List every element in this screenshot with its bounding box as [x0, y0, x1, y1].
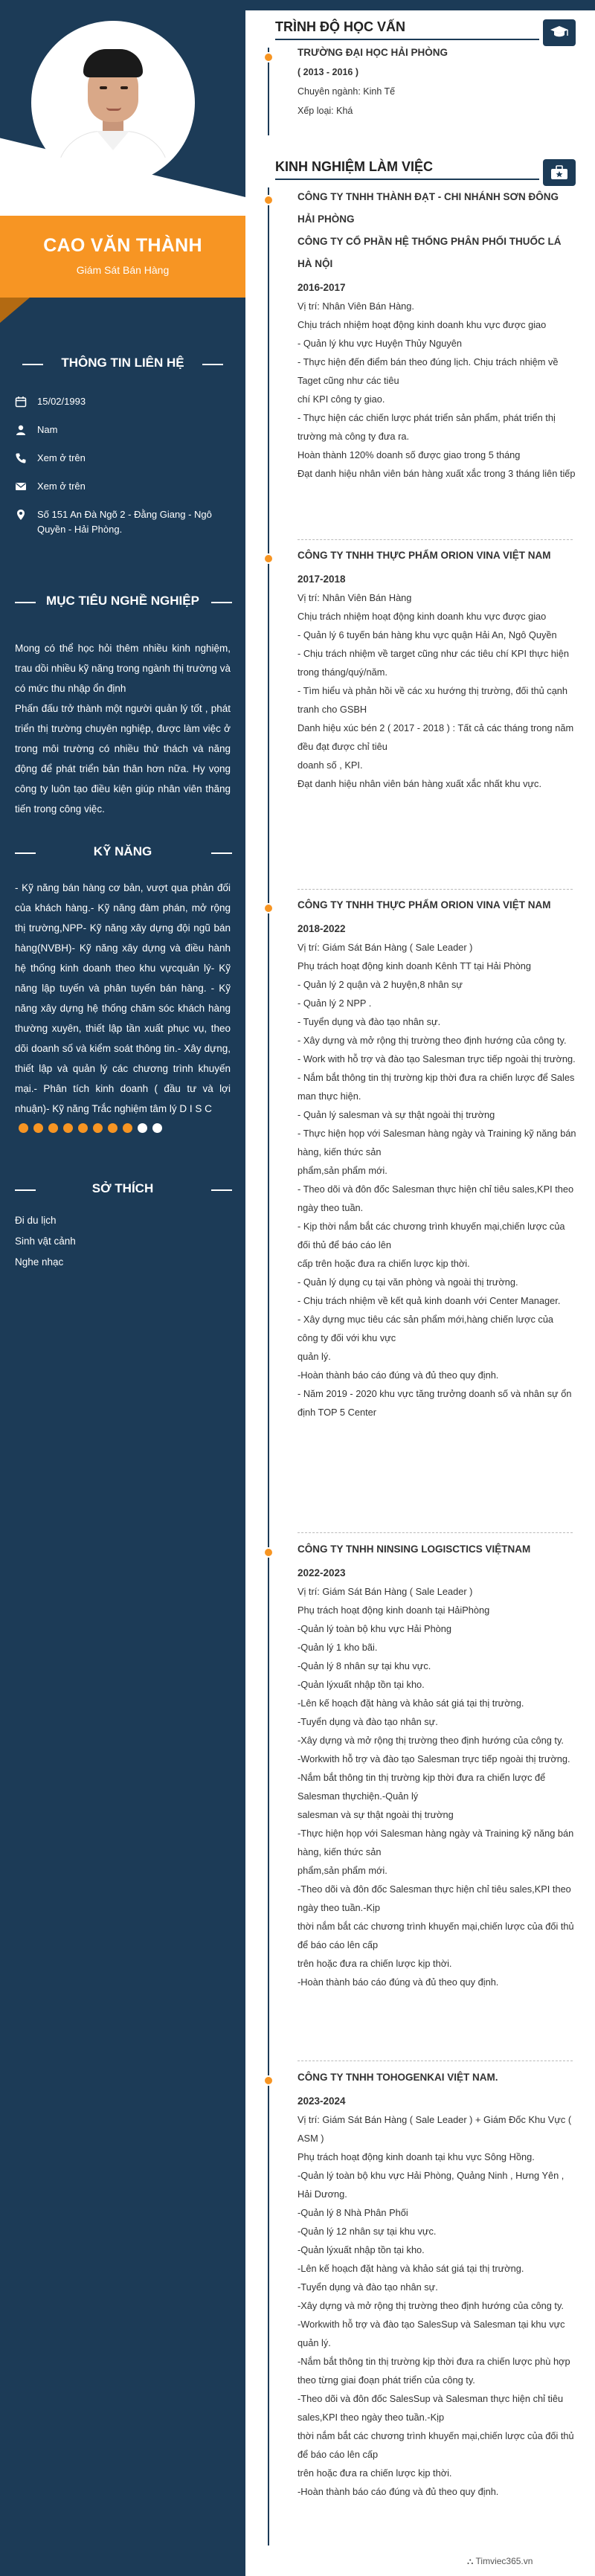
- job-description: Vị trí: Nhân Viên Bán Hàng Chịu trách nhiệm hoạt động kinh doanh khu vực được giao - Quản lý 6 tuyến bán hàng khu vực quận Hải An, Ngô Quyền - Chịu trách nhiệm về target cũng như các tiêu chí KPI thực hiện trong tháng/quý/năm. - Tìm hiểu và phản hồi về các xu hướng thị trường, đối thủ cạnh tranh cho GSBH Danh hiệu xúc bén 2 ( 2017 - 2018 ) : Tất cả các tháng trong năm đều đạt được chỉ tiêu doanh số , KPI. Đạt danh hiệu nhân viên bán hàng xuất xắc nhất khu vực.: [298, 592, 574, 789]
- phone-icon: [15, 452, 27, 464]
- user-icon: [15, 424, 27, 436]
- job-divider: [298, 539, 573, 540]
- job-entry: [298, 545, 576, 793]
- job-company: CÔNG TY TNHH NINSING LOGISCTICS VIỆTNAM: [298, 1544, 531, 1555]
- calendar-icon: [15, 396, 27, 408]
- skill-dot-filled: [123, 1123, 132, 1133]
- skill-dot-empty: [152, 1123, 162, 1133]
- job-period: 2016-2017: [298, 282, 346, 293]
- avatar-eye-right: [120, 86, 128, 89]
- gender-text: Nam: [37, 424, 58, 435]
- hobbies-title-text: SỞ THÍCH: [91, 1181, 154, 1195]
- title-line-left: [22, 364, 43, 365]
- job-divider: [298, 1532, 573, 1533]
- location-pin-icon: [15, 509, 27, 521]
- education-major: Chuyên ngành: Kinh Tế: [298, 86, 396, 97]
- title-line-right: [211, 602, 232, 603]
- candidate-role: Giám Sát Bán Hàng: [76, 264, 170, 276]
- email-text: Xem ở trên: [37, 481, 86, 492]
- job-description: Vị trí: Nhân Viên Bán Hàng. Chịu trách nhiệm hoạt động kinh doanh khu vực được giao - Quản lý khu vực Huyện Thủy Nguyên - Thực hiện đến điểm bán theo đúng lịch. Chịu trách nhiệm về Taget cũng như các tiêu chí KPI công ty giao. - Thực hiện các chiến lược phát triển sản phẩm, phát triển thị trường mà công ty đưa ra. Hoàn thành 120% doanh số được giao trong 5 tháng Đạt danh hiệu nhân viên bán hàng xuất xắc trong 3 tháng liên tiếp: [298, 301, 576, 479]
- hobby-item: Nghe nhạc: [15, 1256, 64, 1268]
- skill-dot-filled: [63, 1123, 73, 1133]
- title-line-left: [15, 602, 36, 603]
- timeline-dot: [263, 553, 274, 564]
- timeline-dot: [263, 2075, 274, 2086]
- job-company: CÔNG TY TNHH THÀNH ĐẠT - CHI NHÁNH SƠN ĐÔNG HẢI PHÒNG CÔNG TY CỔ PHẦN HỆ THỐNG PHÂN PHỐI THUỐC LÁ HÀ NỘI: [298, 191, 562, 269]
- job-company: CÔNG TY TNHH THỰC PHẨM ORION VINA VIỆT NAM: [298, 550, 551, 561]
- hobby-item: Sinh vật cảnh: [15, 1236, 76, 1247]
- experience-underline: [275, 179, 539, 180]
- hobbies-list: [15, 1210, 76, 1273]
- job-company: CÔNG TY TNHH THỰC PHẨM ORION VINA VIỆT NAM: [298, 899, 551, 910]
- contact-list: [15, 394, 231, 550]
- job-description: Vị trí: Giám Sát Bán Hàng ( Sale Leader ) Phụ trách hoạt động kinh doanh tại HảiPhòng -Quản lý toàn bộ khu vực Hải Phòng -Quản lý 1 kho bãi. -Quản lý 8 nhân sự tại khu vực. -Quản lýxuất nhập tồn tại kho. -Lên kế hoạch đặt hàng và khảo sát giá tại thị trường. -Tuyển dụng và đào tạo nhân sự. -Xây dựng và mở rộng thị trường theo định hướng của công ty. -Workwith hỗ trợ và đào tạo Salesman trực tiếp ngoài thị trường. -Nắm bắt thông tin thị trường kịp thời đưa ra chiến lược để Salesman thựchiện.-Quản lý salesman và sự thật ngoài thị trường -Thực hiện họp với Salesman hàng ngày và Training kỹ năng bán hàng, kiến thức sản phẩm,sản phẩm mới. -Theo dõi và đôn đốc Salesman thực hiện chỉ tiêu sales,KPI theo ngày theo tuần.-Kịp thời nắm bắt các chương trình khuyến mại,chiến lược của đối thủ để báo cáo lên cấp trên hoặc đưa ra chiến lược kịp thời. -Hoàn thành báo cáo đúng và đủ theo quy định.: [298, 1586, 574, 1988]
- job-entry: [298, 894, 576, 1422]
- objective-text: Mong có thể học hỏi thêm nhiều kinh nghiệm, trau dồi nhiều kỹ năng trong ngành thị trường và có mức thu nhập ổn định Phấn đấu trở thành một người quản lý tốt , phát triển thị trường chuyên nghiệp, được làm việc ở trong môi trường có nhiều thử thách và năng động để phát triển bản thân hơn nữa. Hy vọng công ty luôn tạo điều kiện giúp nhân viên thăng tiến trong công việc.: [15, 643, 231, 815]
- job-description: Vị trí: Giám Sát Bán Hàng ( Sale Leader ) Phụ trách hoạt động kinh doanh Kênh TT tại Hải Phòng - Quản lý 2 quận và 2 huyện,8 nhân sự - Quản lý 2 NPP . - Tuyển dụng và đào tạo nhân sự. - Xây dựng và mở rộng thị trường theo định hướng của công ty. - Work with hỗ trợ và đào tạo Salesman trực tiếp ngoài thị trường. - Nắm bắt thông tin thị trường kịp thời đưa ra chiến lược để Sales man thực hiện. - Quản lý salesman và sự thật ngoài thị trường - Thực hiện họp với Salesman hàng ngày và Training kỹ năng bán hàng, kiến thức sản phẩm,sản phẩm mới. - Theo dõi và đôn đốc Salesman thực hiện chỉ tiêu sales,KPI theo ngày theo tuần. - Kịp thời nắm bắt các chương trình khuyến mại,chiến lược của đối thủ để báo cáo lên cấp trên hoặc đưa ra chiến lược kịp thời. - Quản lý dụng cụ tại văn phòng và ngoài thị trường. - Chịu trách nhiệm về kết quả kinh doanh với Center Manager. - Xây dựng mục tiêu các sản phẩm mới,hàng chiến lược của công ty đối với khu vực quản lý. -Hoàn thành báo cáo đúng và đủ theo quy định. - Năm 2019 - 2020 khu vực tăng trưởng doanh số và nhân sự ổn định TOP 5 Center: [298, 942, 576, 1418]
- timeline-dot: [263, 903, 274, 913]
- timeline-dot: [263, 1547, 274, 1558]
- avatar-frame: [31, 21, 195, 184]
- job-period: 2022-2023: [298, 1567, 346, 1578]
- skill-dot-filled: [108, 1123, 118, 1133]
- sidebar: [0, 0, 245, 2576]
- skill-rating: [19, 1123, 162, 1133]
- hobby-item: Đi du lịch: [15, 1215, 57, 1226]
- job-description: Vị trí: Giám Sát Bán Hàng ( Sale Leader ) + Giám Đốc Khu Vực ( ASM ) Phụ trách hoạt động kinh doanh tại khu vực Sông Hồng. -Quản lý toàn bộ khu vực Hải Phòng, Quảng Ninh , Hưng Yên , Hải Dương. -Quản lý 8 Nhà Phân Phối -Quản lý 12 nhân sự tại khu vực. -Quản lýxuất nhập tồn tại kho. -Lên kế hoạch đặt hàng và khảo sát giá tại thị trường. -Tuyển dụng và đào tạo nhân sự. -Xây dựng và mở rộng thị trường theo định hướng của công ty. -Workwith hỗ trợ và đào tạo SalesSup và Salesman tại khu vực quản lý. -Nắm bắt thông tin thị trường kịp thời đưa ra chiến lược phù hợp theo từng giai đoạn phát triển của công ty. -Theo dõi và đôn đốc SalesSup và Salesman thực hiện chỉ tiêu sales,KPI theo ngày theo tuần.-Kịp thời nắm bắt các chương trình khuyến mại,chiến lược của đối thủ để báo cáo lên cấp trên hoặc đưa ra chiến lược kịp thời. -Hoàn thành báo cáo đúng và đủ theo quy định.: [298, 2114, 574, 2497]
- title-line-left: [15, 852, 36, 854]
- title-line-right: [211, 852, 232, 854]
- education-years: ( 2013 - 2016 ): [298, 67, 358, 77]
- skill-dot-filled: [19, 1123, 28, 1133]
- hobbies-section-title: [0, 1181, 245, 1196]
- title-line-right: [211, 1189, 232, 1191]
- contact-email: [15, 479, 231, 494]
- job-company: CÔNG TY TNHH TOHOGENKAI VIỆT NAM.: [298, 2072, 498, 2083]
- timeline-dot: [263, 52, 274, 62]
- objective-title-text: MỤC TIÊU NGHỀ NGHIỆP: [46, 594, 199, 608]
- education-grade: Xếp loại: Khá: [298, 106, 353, 116]
- phone-text: Xem ở trên: [37, 452, 86, 463]
- avatar-mouth: [106, 107, 121, 111]
- skill-dot-filled: [93, 1123, 103, 1133]
- avatar-collar-right: [113, 131, 129, 150]
- site-logo[interactable]: ⛬ Timviec365.vn: [467, 2556, 533, 2566]
- main-content: [245, 0, 595, 2576]
- job-entry: [298, 186, 576, 483]
- contact-address: [15, 507, 231, 537]
- skills-text: - Kỹ năng bán hàng cơ bản, vượt qua phản đối của khách hàng.- Kỹ năng đàm phán, mở rộng thị trường,NPP- Kỹ năng xây dựng đội ngũ bán hàng(NVBH)- Kỹ năng xây dựng và điều hành hệ thống kinh doanh theo khu vựcquản lý- Kỹ năng lập tuyến và phân tuyến bán hàng. - Kỹ năng xây dựng hệ thống chăm sóc khách hàng thường xuyên, thiết lập tần xuất phục vụ, theo dõi doanh số và kiểm soát thông tin.- Xây dựng, thiết lập và quản lý các chương trình khuyến mại.- Phân tích kinh doanh ( đầu tư và lợi nhuận)- Kỹ năng Trắc nghiệm tâm lý D I S C: [15, 882, 231, 1114]
- skills-title-text: KỸ NĂNG: [93, 844, 152, 858]
- address-text: Số 151 An Đà Ngõ 2 - Đằng Giang - Ngô Quyền - Hải Phòng.: [37, 509, 212, 535]
- contact-phone: [15, 451, 231, 466]
- skill-dot-filled: [78, 1123, 88, 1133]
- job-entry: [298, 2066, 576, 2501]
- job-period: 2017-2018: [298, 574, 346, 585]
- name-banner: [0, 216, 245, 298]
- skill-dot-filled: [48, 1123, 58, 1133]
- job-period: 2023-2024: [298, 2095, 346, 2107]
- avatar-eye-left: [100, 86, 107, 89]
- experience-timeline: [268, 187, 269, 2546]
- contact-title-text: THÔNG TIN LIÊN HỆ: [61, 356, 184, 370]
- experience-title: KINH NGHIỆM LÀM VIỆC: [275, 159, 434, 174]
- graduation-cap-icon: [543, 19, 576, 46]
- title-line-left: [15, 1189, 36, 1191]
- candidate-name: CAO VĂN THÀNH: [43, 235, 202, 256]
- job-period: 2018-2022: [298, 923, 346, 934]
- objective-section-title: [0, 594, 245, 608]
- job-divider: [298, 889, 573, 890]
- skills-section-title: [0, 844, 245, 859]
- briefcase-star-icon: [543, 159, 576, 186]
- skill-dot-empty: [138, 1123, 147, 1133]
- email-icon: [15, 481, 27, 492]
- birthday-text: 15/02/1993: [37, 396, 86, 407]
- contact-gender: [15, 423, 231, 437]
- contact-birthday: [15, 394, 231, 409]
- education-underline: [275, 39, 539, 40]
- avatar: [37, 27, 189, 179]
- main-top-band: [245, 0, 595, 10]
- education-title: TRÌNH ĐỘ HỌC VẤN: [275, 19, 405, 34]
- education-entry: [298, 43, 573, 121]
- timeline-dot: [263, 195, 274, 205]
- school-name: TRƯỜNG ĐẠI HỌC HẢI PHÒNG: [298, 47, 448, 58]
- contact-section-title: [0, 356, 245, 370]
- job-entry: [298, 1538, 576, 1991]
- avatar-collar-left: [97, 131, 113, 150]
- banner-fold-left: [0, 298, 30, 323]
- avatar-hair: [83, 49, 143, 77]
- title-line-right: [202, 364, 223, 365]
- skill-dot-filled: [33, 1123, 43, 1133]
